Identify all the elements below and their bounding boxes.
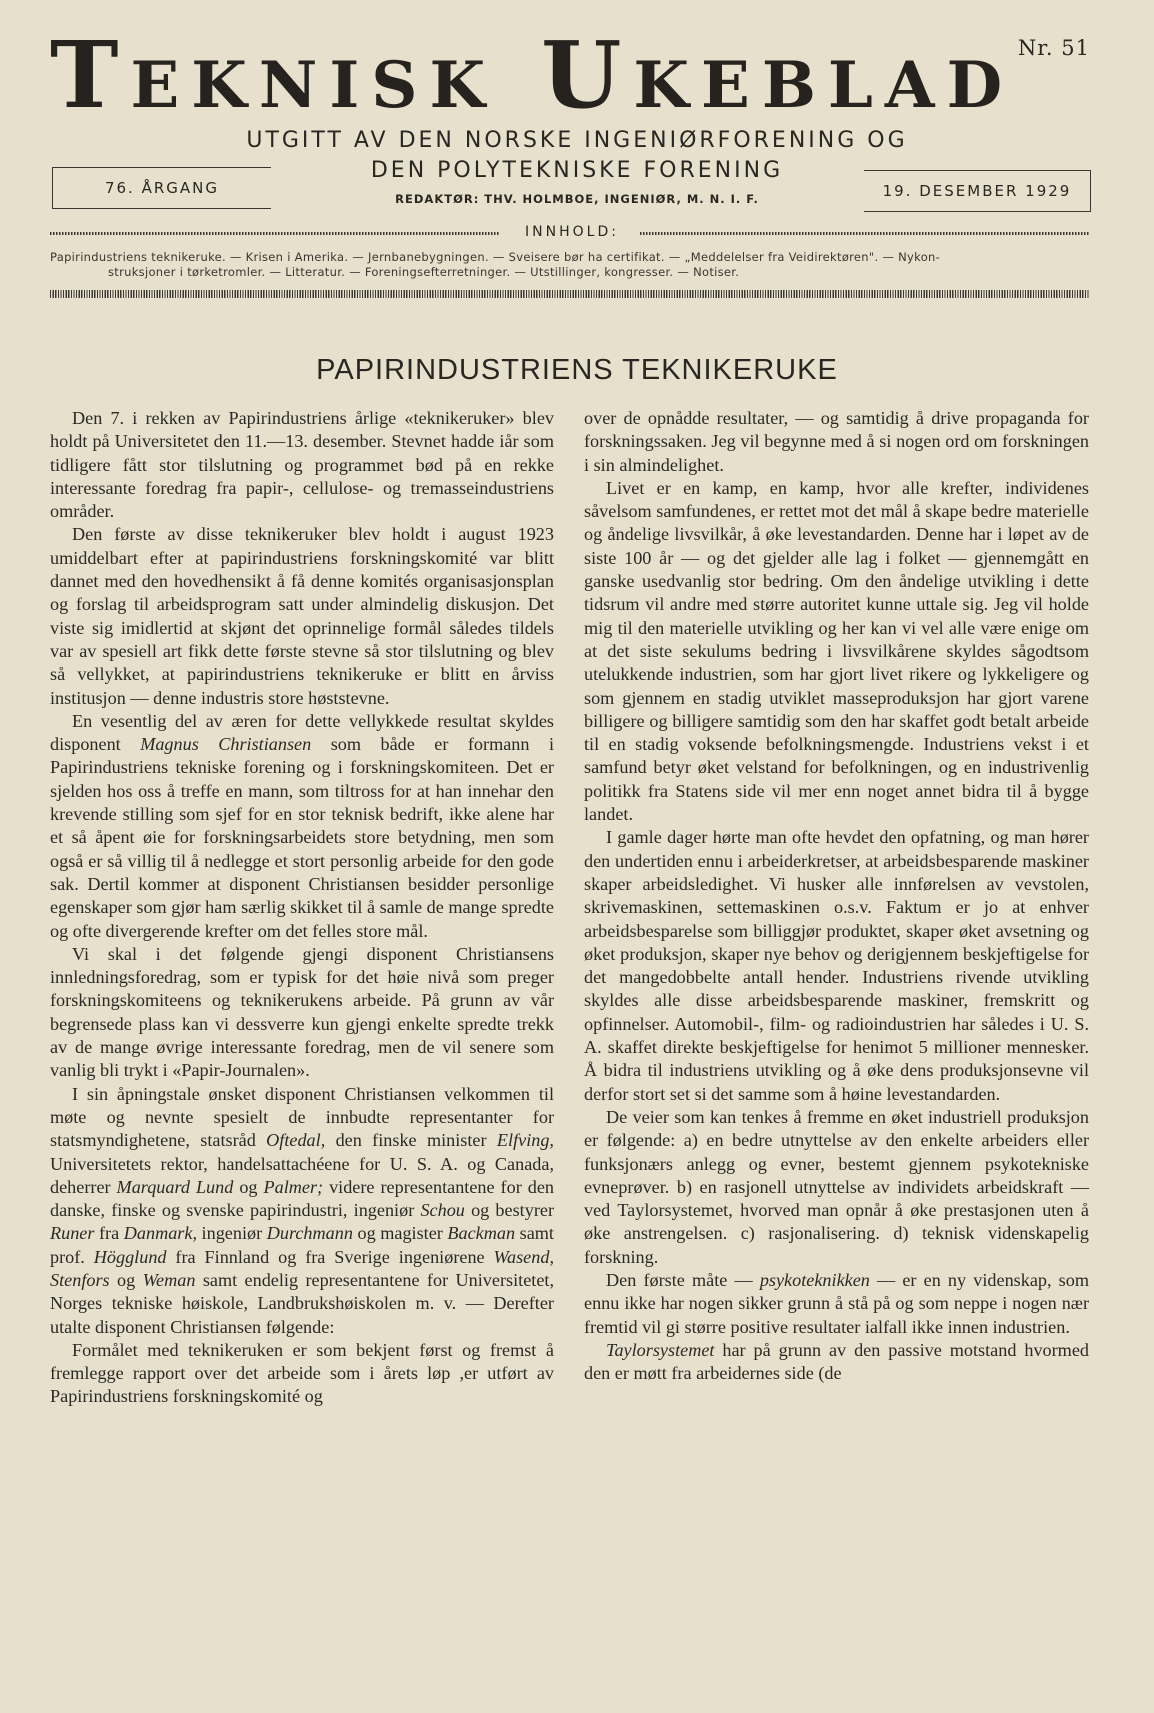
header-divider <box>50 290 1090 298</box>
paragraph: Den første av disse teknikeruker blev holdt i august 1923 umiddelbart efter at papirindustriens forskningskomité var blitt dannet med den hovedhensikt å få denne komités organisasjonsplan og forslag til arbeidsprogram satt under almindelig diskusjon. Det viste sig imidlertid at skjønt det oprinnelige formål således tildels var av spesiell art fikk dette første stevne så stor tilslutning og blev så vellykket, at papirindustriens teknikeruke er blitt en årviss institusjon — denne industris store høststevne. <box>50 524 554 708</box>
masthead-title: Teknisk Ukeblad <box>50 21 1015 129</box>
publisher-line-1: UTGITT AV DEN NORSKE INGENIØRFORENING OG <box>246 128 908 153</box>
volume-box: 76. ÅRGANG <box>52 167 271 209</box>
term: psykoteknikken <box>759 1269 870 1290</box>
article-column-left <box>50 407 554 1409</box>
contents-rule-right <box>640 232 1090 235</box>
paragraph: En vesentlig del av æren for dette vellykkede resultat skyldes disponent Magnus Christiansen som både er formann i Papirindustriens tekniske forening og i forskningskomiteen. Det er sjelden hos oss å treffe en mann, som tiltross for at han innehar den krevende stilling som sjef for en stor teknisk bedrift, ikke alene har et så åpent øie for forskningsarbeidets store betydning, men som også er så villig til å nedlegge et stort personlig arbeide for den gode sak. Dertil kommer at disponent Christiansen besidder personlige egenskaper som gjør ham særlig skikket til å samle de mange spredte og ofte divergerende krefter om det felles store mål. <box>50 710 554 941</box>
paragraph: Taylorsystemet har på grunn av den passive motstand hvormed den er møtt fra arbeidernes side (de <box>584 1339 1089 1384</box>
contents-rule-left <box>50 232 500 235</box>
editor-line: REDAKTØR: THV. HOLMBOE, INGENIØR, M. N. I. F. <box>395 192 759 206</box>
contents-label: INNHOLD: <box>525 224 619 240</box>
issue-number: Nr. 51 <box>1017 36 1090 60</box>
paragraph: Den 7. i rekken av Papirindustriens årlige «teknikeruker» blev holdt på Universitetet den 11.—13. desember. Stevnet hadde iår som tidligere fått stor tilslutning og programmet bød på en rekke interessante foredrag fra papir-, cellulose- og tremasseindustriens områder. <box>50 408 554 522</box>
contents-line-1: Papirindustriens teknikeruke. — Krisen i Amerika. — Jernbanebygningen. — Sveisere bør ha certifikat. — „Meddelelser fra Veidirektøren". — Nykon- <box>50 250 941 264</box>
paragraph: Livet er en kamp, en kamp, hvor alle krefter, individenes såvelsom samfundenes, er rettet mot det mål å skape bedre materielle og åndelige livsvilkår, å øke levestandarden. Denne har i løpet av de siste 100 år — og det gjelder alle lag i folket — gjennemgått en ganske usedvanlig stor bedring. Om den åndelige utvikling i dette tidsrum vil andre med større autoritet kunne uttale sig. Jeg vil holde mig til den materielle utvikling og her kan vi vel alle være enige om at det siste sekulums bedring i livsvilkårene skyldes sågodtsom utelukkende industrien, som har gjort livet rikere og lykkeligere og som gjennem en stadig utviklet masseproduksjon har gjort varene billigere og billigere samtidig som den har skaffet godt betalt arbeide til en stadig voksende befolkningsmengde. Industriens vekst i et samfund betyr øket velstand for befolkningen, og en industrivenlig politikk fra Statens side vil mer enn noget annet bidra til å bygge landet. <box>584 477 1089 825</box>
term: Taylorsystemet <box>606 1339 715 1360</box>
article-headline: PAPIRINDUSTRIENS TEKNIKERUKE <box>316 354 838 386</box>
paragraph: Vi skal i det følgende gjengi disponent Christiansens innledningsforedrag, som er typisk for det høie nivå som preger forskningskomiteens og teknikerukens arbeide. På grunn av vår begrensede plass kan vi dessverre kun gjengi enkelte spredte trekk av de mange øvrige interessante foredrag, men de vil senere som vanlig bli trykt i «Papir-Journalen». <box>50 943 554 1081</box>
paragraph: Den første måte — psykoteknikken — er en ny videnskap, som ennu ikke har nogen sikker grunn å stå på og som neppe i nogen nær fremtid vil gi større positive resultater ialfall ikke innen industrien. <box>584 1269 1090 1337</box>
publisher-line-2: DEN POLYTEKNISKE FORENING <box>370 158 784 183</box>
contents-line-2: struksjoner i tørketromler. — Litteratur. — Foreningsefterretninger. — Utstillinger, kongresser. — Notiser. <box>108 265 740 279</box>
paragraph: I gamle dager hørte man ofte hevdet den opfatning, og man hører den undertiden ennu i arbeiderkretser, at arbeidsbesparende maskiner skaper arbeidsledighet. Vi husker alle innførelsen av vevstolen, skrivemaskinen, settemaskinen o.s.v. Faktum er jo at enhver arbeidsbesparelse som billiggjør produktet, skaper øket avsetning og øket produksjon, skaper nye behov og derigjennem beskjeftigelse for det mangedobbelte antall hender. Industriens rivende utvikling skyldes alle disse arbeidsbesparende maskiner, fremskritt og opfinnelser. Automobil-, film- og radioindustrien har således i U. S. A. skaffet direkte beskjeftigelse for henimot 5 millioner mennesker. Å bidra til industriens utvikling og å øke dens produksjonsevne vil derfor stort set si det samme som å høine levestandarden. <box>584 827 1089 1104</box>
paragraph: I sin åpningstale ønsket disponent Christiansen velkommen til møte og nevnte spesielt de innbudte representanter for statsmyndighetene, statsråd Oftedal, den finske minister Elfving, Universitetets rektor, handelsattachéene for U. S. A. og Canada, deherrer Marquard Lund og Palmer; videre representantene for den danske, finske og svenske papirindustri, ingeniør Schou og bestyrer Runer fra Danmark, ingeniør Durchmann og magister Backman samt prof. Högglund fra Finnland og fra Sverige ingeniørene Wasend, Stenfors og Weman samt endelig representantene for Universitetet, Norges tekniske høiskole, Landbrukshøiskolen m. v. — Derefter utalte disponent Christiansen følgende: <box>50 1083 555 1337</box>
paragraph: De veier som kan tenkes å fremme en øket industriell produksjon er følgende: a) en bedre utnyttelse av den enkelte arbeiders eller funksjonærs anlegg og evner, bestemt gjennem psykotekniske evneprøver. b) en rasjonell utnyttelse av individets arbeidskraft — ved Taylorsystemet, hvorved man opnår å øke prestasjonen uten å øke anstrengelsen. c) rasjonalisering. d) teknisk videnskapelig forskning. <box>584 1106 1089 1267</box>
person-name: Magnus Christiansen <box>140 734 312 755</box>
contents-list <box>50 250 1094 280</box>
paragraph: over de opnådde resultater, — og samtidig å drive propaganda for forskningssaken. Jeg vil begynne med å si nogen ord om forskningen i sin almindelighet. <box>584 408 1089 475</box>
date-box: 19. DESEMBER 1929 <box>864 170 1091 212</box>
paragraph: Formålet med teknikeruken er som bekjent først og fremst å fremlegge rapport over det arbeide som i årets løp ,er utført av Papirindustriens forskningskomité og <box>50 1339 554 1407</box>
article-column-right <box>584 407 1089 1385</box>
